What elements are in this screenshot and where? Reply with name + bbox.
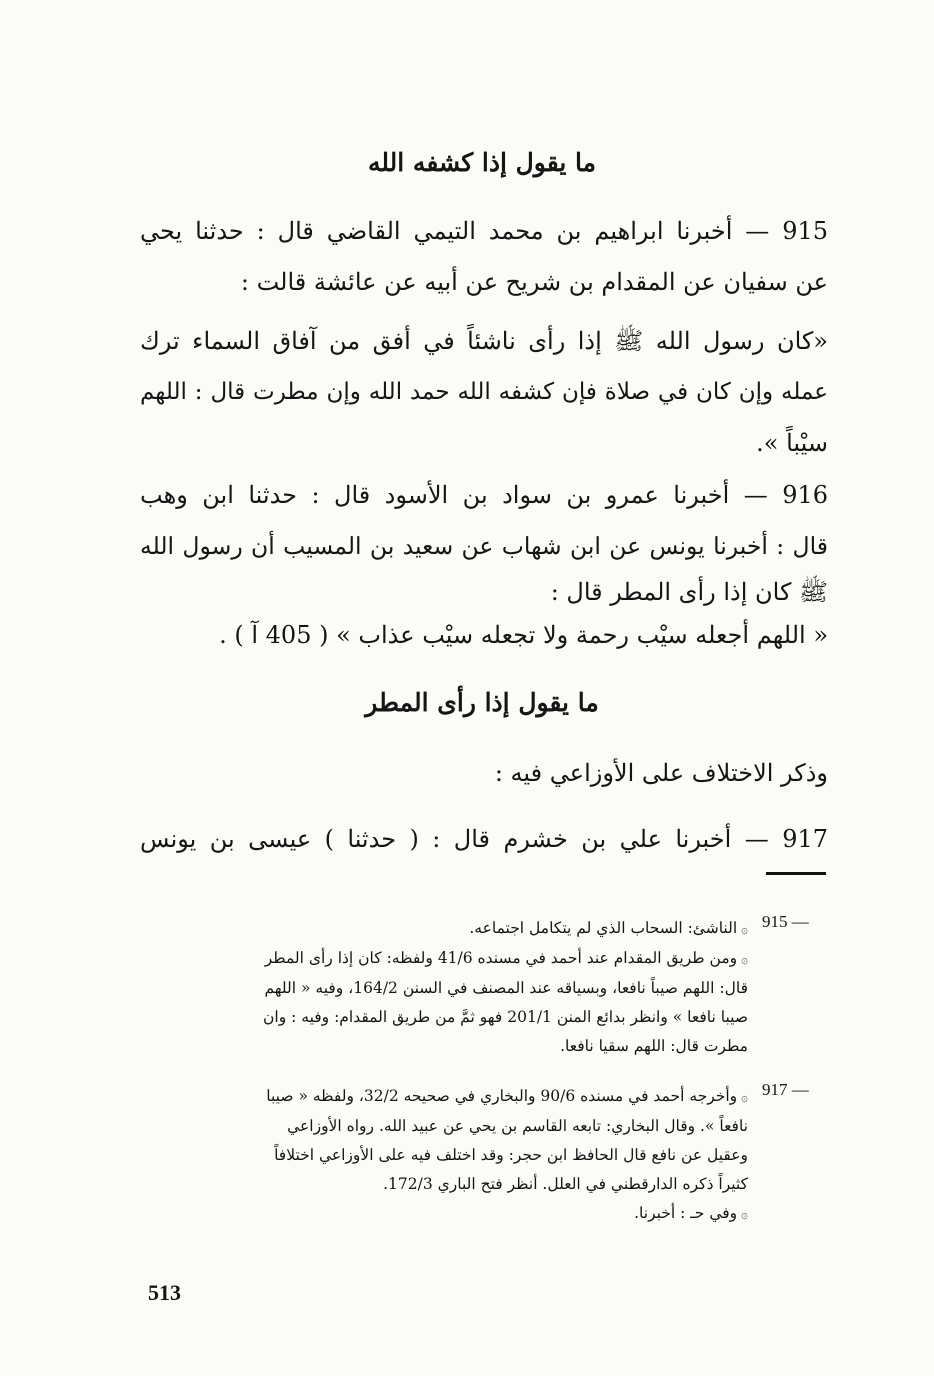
hadith-916-line-1: 916 — أخبرنا عمرو بن سواد بن الأسود قال : حدثنا ابن وهب <box>140 481 828 509</box>
footnote-915 <box>140 914 748 1061</box>
page-number: 513 <box>148 1280 181 1305</box>
hadith-916 <box>140 470 828 658</box>
footnote-separator <box>766 872 826 875</box>
asterisk-icon: ۞ <box>737 1090 748 1104</box>
hadith-916-line-4: « اللهم أجعله سيْب رحمة ولا تجعله سيْب عذاب » ( 405 آ ) . <box>219 621 828 649</box>
footnote-915-line-4: صيبا نافعا » وانظر بدائع المنن 201/1 فهو ثمَّ من طريق المقدام: وفيه : وان <box>263 1008 748 1026</box>
footnote-915-label: 915 — <box>762 912 809 931</box>
asterisk-icon: ۞ <box>737 952 748 966</box>
hadith-916-line-3: ﷺ كان إذا رأى المطر قال : <box>550 578 828 606</box>
footnote-915-line-2: ۞ ومن طريق المقدام عند أحمد في مسنده 41/6 ولفظه: كان إذا رأى المطر <box>264 949 748 967</box>
footnote-917-line-5: ۞ وفي حـ : أخبرنا. <box>634 1204 748 1222</box>
footnote-917-line-2: نافعاً ». وقال البخاري: تابعه القاسم بن يحي عن عبيد الله. رواه الأوزاعي <box>287 1117 748 1135</box>
footnote-915-line-3: قال: اللهم صيباً نافعا، وبسياقه عند المصنف في السنن 164/2، وفيه « اللهم <box>264 979 748 997</box>
intro-917-line: وذكر الاختلاف على الأوزاعي فيه : <box>494 759 828 787</box>
section-heading-2: ما يقول إذا رأى المطر <box>365 688 599 717</box>
footnote-917-line-1: ۞ وأخرجه أحمد في مسنده 90/6 والبخاري في صحيحه 32/2، ولفظه « صيبا <box>266 1087 748 1105</box>
footnote-915-line-1: ۞ الناشئ: السحاب الذي لم يتكامل اجتماعه. <box>469 919 748 937</box>
hadith-915-line-3: «كان رسول الله ﷺ إذا رأى ناشئاً في أفق من آفاق السماء ترك <box>140 327 828 355</box>
hadith-915-line-1: 915 — أخبرنا ابراهيم بن محمد التيمي القاضي قال : حدثنا يحي <box>140 217 828 245</box>
hadith-916-line-2: قال : أخبرنا يونس عن ابن شهاب عن سعيد بن المسيب أن رسول الله <box>140 532 828 560</box>
hadith-915 <box>140 206 828 308</box>
footnote-915-line-5: مطرت قال: اللهم سقيا نافعا. <box>560 1037 748 1055</box>
hadith-915-line-4: عمله وإن كان في صلاة فإن كشفه الله حمد الله وإن مطرت قال : اللهم <box>140 379 828 405</box>
section-heading-1: ما يقول إذا كشفه الله <box>367 148 597 177</box>
asterisk-icon: ۞ <box>737 922 748 936</box>
hadith-915-line-5: سيْباً ». <box>756 429 828 457</box>
footnote-917-line-3: وعقيل عن نافع قال الحافظ ابن حجر: وقد اختلف فيه على الأوزاعي اختلافاً <box>274 1146 748 1164</box>
footnote-917-label: 917 — <box>762 1080 809 1099</box>
footnote-917 <box>140 1082 748 1229</box>
asterisk-icon: ۞ <box>737 1207 748 1221</box>
footnote-917-line-4: كثيراً ذكره الدارقطني في العلل. أنظر فتح الباري 172/3. <box>383 1175 748 1193</box>
hadith-915-line-2: عن سفيان عن المقدام بن شريح عن أبيه عن عائشة قالت : <box>240 268 828 296</box>
hadith-915-text <box>140 316 828 469</box>
hadith-917-line-1: 917 — أخبرنا علي بن خشرم قال : ( حدثنا ) عيسى بن يونس <box>140 825 828 853</box>
hadith-917 <box>140 814 828 865</box>
intro-917 <box>140 748 828 799</box>
